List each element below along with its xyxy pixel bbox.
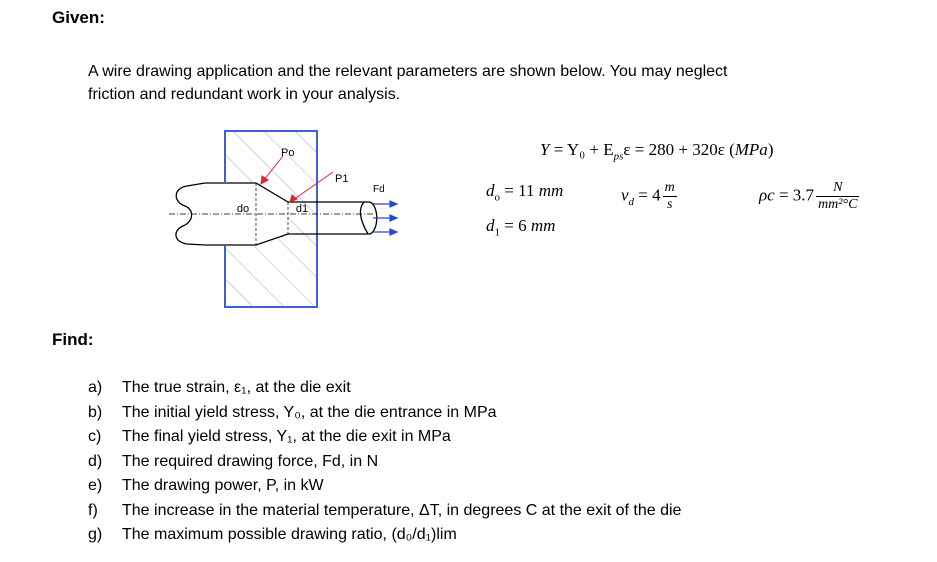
item-letter: g) bbox=[88, 526, 103, 543]
vd-unit-den: s bbox=[666, 197, 673, 212]
d1-sub: 1 bbox=[494, 226, 500, 239]
description-line-2: friction and redundant work in your analysis. bbox=[88, 86, 401, 103]
item-letter: d) bbox=[88, 452, 103, 470]
item-text: The drawing power, P, in kW bbox=[122, 477, 324, 494]
item-text: The maximum possible drawing ratio, (d₀/d₁)lim bbox=[122, 526, 457, 543]
item-letter: e) bbox=[88, 477, 103, 494]
pc-unit-num: N bbox=[816, 180, 859, 197]
item-letter: b) bbox=[88, 403, 103, 421]
find-heading: Find: bbox=[52, 330, 94, 349]
pc-symbol: ρc bbox=[759, 185, 775, 205]
d1-unit: mm bbox=[530, 216, 556, 235]
item-letter: c) bbox=[88, 428, 102, 445]
flow-stress-rhs: = Y₀ + E bbox=[553, 140, 614, 159]
vd-equation bbox=[621, 180, 677, 213]
die-block bbox=[224, 131, 317, 307]
list-item bbox=[88, 523, 681, 548]
problem-description bbox=[88, 60, 728, 106]
find-list bbox=[88, 376, 681, 548]
list-item bbox=[88, 401, 681, 426]
p0-label: Po bbox=[281, 147, 295, 159]
list-item bbox=[88, 376, 681, 401]
vd-unit-num: m bbox=[664, 180, 675, 195]
d1-equation bbox=[486, 216, 555, 238]
item-letter: f) bbox=[88, 501, 98, 519]
fd-label: Fd bbox=[373, 184, 385, 195]
item-text: The required drawing force, Fd, in N bbox=[122, 452, 379, 470]
list-item bbox=[88, 499, 681, 524]
p1-label: P1 bbox=[335, 173, 349, 185]
pc-equation bbox=[759, 180, 859, 213]
d1-symbol: d bbox=[486, 216, 495, 235]
item-text: The increase in the material temperature, ΔT, in degrees C at the exit of the die bbox=[122, 501, 682, 519]
list-item bbox=[88, 474, 681, 499]
d0-equation bbox=[486, 181, 563, 203]
flow-stress-equation: $Y = Y_0 + E_{ps}\varepsilon = 280 + 320\varepsilon$ (MPa) bbox=[540, 140, 774, 163]
pc-unit-fraction bbox=[816, 180, 859, 213]
d1-label: d1 bbox=[295, 203, 309, 215]
item-letter: a) bbox=[88, 379, 103, 396]
description-line-1: A wire drawing application and the relevant parameters are shown below. You may neglect bbox=[88, 63, 728, 80]
item-text: The final yield stress, Y₁, at the die exit in MPa bbox=[122, 428, 451, 445]
vd-value: = 4 bbox=[638, 185, 661, 205]
flow-stress-unit: MPa bbox=[734, 140, 768, 159]
vd-sub: d bbox=[628, 195, 635, 208]
list-item bbox=[88, 450, 681, 475]
d0-sub: o bbox=[494, 191, 500, 204]
vd-symbol: v bbox=[621, 185, 629, 205]
d0-symbol: d bbox=[486, 181, 495, 200]
flow-stress-sub: ps bbox=[613, 150, 624, 163]
d1-value: = 6 bbox=[504, 216, 527, 235]
drawing-force-arrows bbox=[373, 201, 397, 235]
item-text: The true strain, ε₁, at the die exit bbox=[122, 379, 351, 396]
flow-stress-lhs: Y bbox=[540, 140, 550, 159]
flow-stress-tail: ε = 280 + 320ε ( bbox=[623, 140, 735, 159]
vd-unit-fraction bbox=[663, 180, 677, 213]
list-item bbox=[88, 425, 681, 450]
given-heading: Given: bbox=[52, 8, 105, 27]
wire-drawing-diagram bbox=[165, 126, 410, 312]
pc-value: = 3.7 bbox=[778, 185, 815, 205]
pc-unit-den: mm²°C bbox=[818, 197, 858, 212]
d0-value: = 11 bbox=[504, 181, 535, 200]
item-text: The initial yield stress, Y₀, at the die entrance in MPa bbox=[122, 403, 497, 421]
d0-unit: mm bbox=[538, 181, 564, 200]
d0-label: do bbox=[236, 203, 250, 215]
